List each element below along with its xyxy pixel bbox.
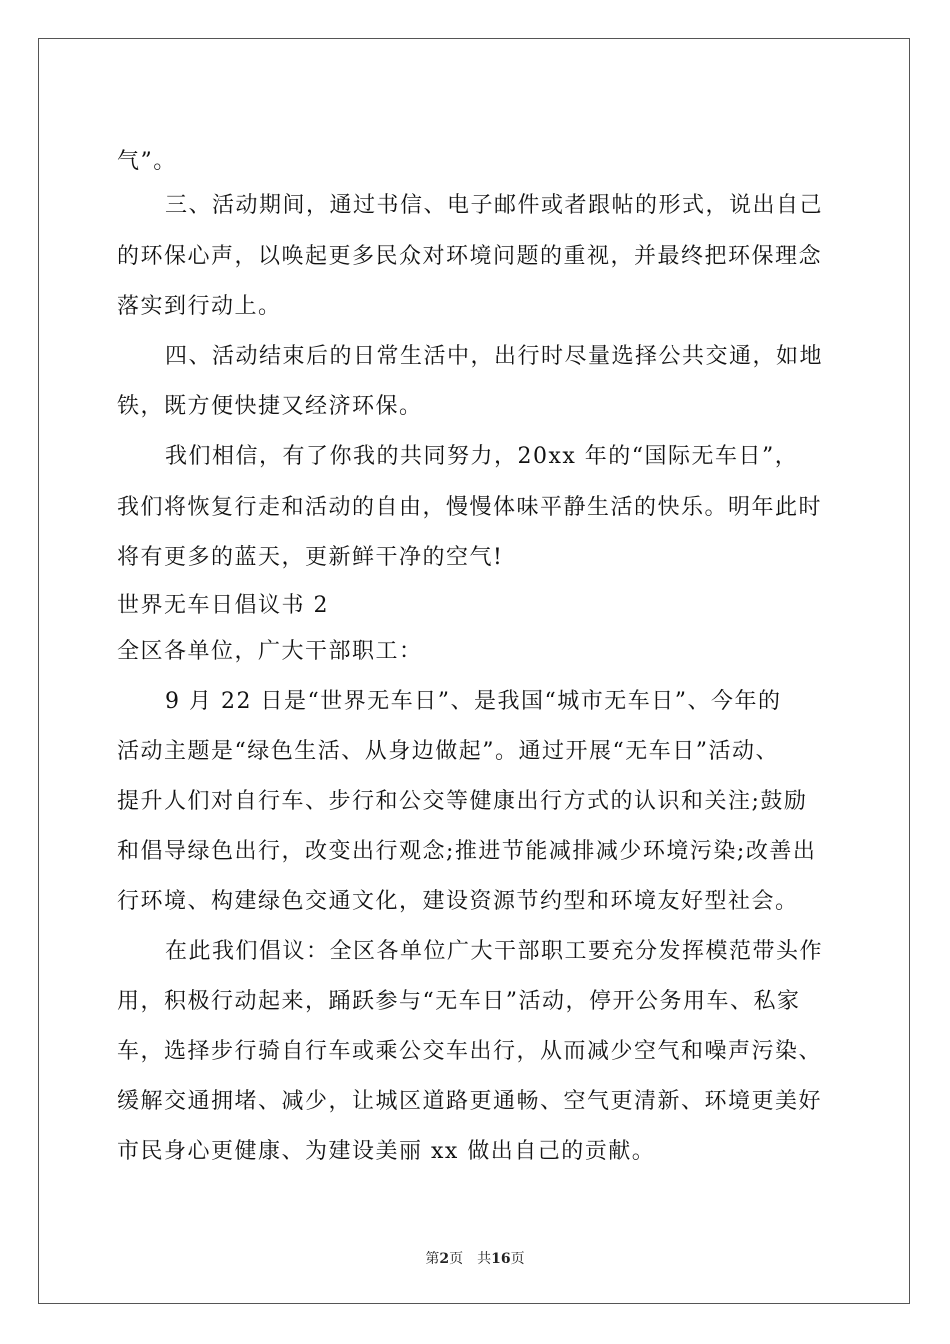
- footer-mid: 页 共: [449, 1251, 492, 1267]
- text-line: 车，选择步行骑自行车或乘公交车出行，从而减少空气和噪声污染、: [117, 1039, 823, 1064]
- text-line: 在此我们倡议：全区各单位广大干部职工要充分发挥模范带头作: [165, 939, 824, 964]
- text-line: 用，积极行动起来，踊跃参与“无车日”活动，停开公务用车、私家: [117, 989, 801, 1014]
- text-line: 我们将恢复行走和活动的自由，慢慢体味平静生活的快乐。明年此时: [117, 495, 823, 520]
- text-line: 铁，既方便快捷又经济环保。: [117, 394, 423, 419]
- section-heading: 世界无车日倡议书 2: [117, 593, 329, 618]
- text-line: 缓解交通拥堵、减少，让城区道路更通畅、空气更清新、环境更美好: [117, 1089, 823, 1114]
- page-footer: [0, 1248, 950, 1268]
- total-page-number: 16: [491, 1251, 511, 1267]
- text-line: 市民身心更健康、为建设美丽 xx 做出自己的贡献。: [117, 1139, 656, 1164]
- text-line: 将有更多的蓝天，更新鲜干净的空气!: [117, 545, 504, 570]
- text-line: 9 月 22 日是“世界无车日”、是我国“城市无车日”、今年的: [165, 689, 782, 714]
- text-line: 四、活动结束后的日常生活中，出行时尽量选择公共交通，如地: [165, 344, 824, 369]
- text-line: 落实到行动上。: [117, 294, 282, 319]
- text-line: 三、活动期间，通过书信、电子邮件或者跟帖的形式，说出自己: [165, 193, 824, 218]
- text-line: 气”。: [117, 149, 177, 174]
- footer-suffix: 页: [510, 1251, 525, 1267]
- text-line: 活动主题是“绿色生活、从身边做起”。通过开展“无车日”活动、: [117, 739, 779, 764]
- salutation: 全区各单位，广大干部职工：: [117, 639, 423, 664]
- text-line: 行环境、构建绿色交通文化，建设资源节约型和环境友好型社会。: [117, 889, 799, 914]
- footer-prefix: 第: [425, 1251, 440, 1267]
- text-line: 我们相信，有了你我的共同努力，20xx 年的“国际无车日”，: [165, 444, 799, 469]
- text-line: 和倡导绿色出行，改变出行观念;推进节能减排减少环境污染;改善出: [117, 839, 817, 864]
- current-page-number: 2: [439, 1251, 450, 1267]
- text-line: 的环保心声，以唤起更多民众对环境问题的重视，并最终把环保理念: [117, 244, 823, 269]
- text-line: 提升人们对自行车、步行和公交等健康出行方式的认识和关注;鼓励: [117, 789, 808, 814]
